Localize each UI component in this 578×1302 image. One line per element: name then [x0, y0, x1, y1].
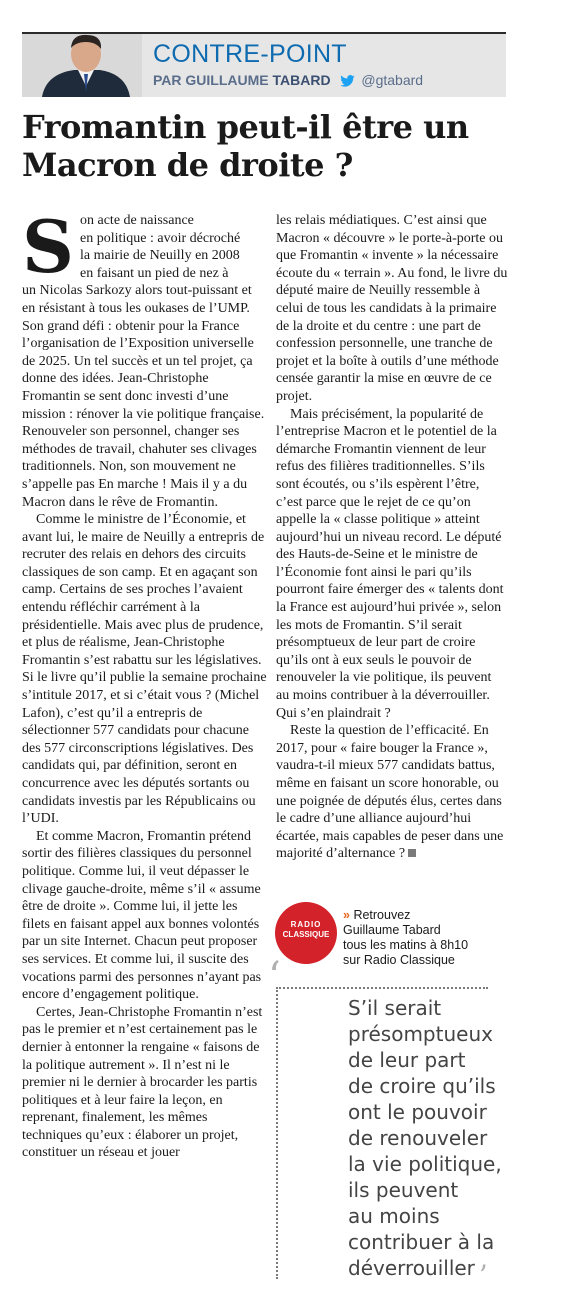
paragraph-text: on acte de naissance en politique : avoir décroché la mairie de Neuilly en 2008 en faisant un pied de nez à un Nicolas Sarkozy alors tout-puissant et en résistant à tous les oukases de l’UMP. Son grand défi : obtenir pour la France l’organisation de l’Exposition universelle de 2025. Un tel succès et un tel projet, ça donne des idées. Jean-Christophe Fromantin se sent donc investi d’une mission : rénover la vie politique française. Renouveler son personnel, changer ses méthodes de travail, chahuter ses clivages traditionnels. Non, son mouvement ne s’appelle pas En marche ! Mais il y a du Macron dans le rêve de Fromantin. — [22, 213, 265, 510]
headline: Fromantin peut-il être un Macron de droite ? — [22, 108, 469, 184]
article-paragraph: les relais médiatiques. C’est ainsi que Macron « découvre » le porte-à-porte ou que Fromantin « invente » la nécessaire écoute du « terrain ». Au fond, le livre du député maire de Neuilly ressemble à celui de tous les candidats à la primaire de la droite et du centre : une part de confession personnelle, une tranche de projet et la boîte à outils d’une méthode censée garantir la mise en œuvre de ce projet. — [276, 213, 508, 404]
open-quote-mark: ‘ — [268, 954, 281, 1000]
close-quote-mark: ’ — [478, 1259, 488, 1292]
byline — [153, 72, 423, 88]
article-paragraph — [22, 204, 268, 511]
radio-logo-line-2: CLASSIQUE — [282, 930, 330, 939]
pull-quote — [268, 954, 508, 1292]
arrow-icon: » — [343, 908, 350, 922]
radio-classique-logo — [275, 902, 337, 964]
radio-promo-body: Retrouvez Guillaume Tabard tous les matins à 8h10 sur Radio Classique — [343, 908, 469, 967]
pull-quote-text — [348, 995, 508, 1292]
article-paragraph: Et comme Macron, Fromantin prétend sortir des filières classiques du personnel politique. Comme lui, il veut dépasser le clivage gauche-droite, même s’il « assume être de droite ». Comme lui, il jette les filets en faisant appel aux bonnes volontés par un site Internet. Chacun peut proposer ses services. Et comme lui, il suscite des vocations parmi des personnes n’ayant pas encore d’engagement politique. — [22, 828, 262, 1003]
column-rubric: CONTRE-POINT — [153, 40, 347, 68]
radio-promo-text — [343, 908, 468, 968]
article-column-1 — [22, 204, 268, 1162]
column-header — [22, 32, 506, 97]
radio-promo[interactable] — [275, 902, 510, 966]
article-paragraph: Certes, Jean-Christophe Fromantin n’est pas le premier et n’est certainement pas le dernier à entonner la rengaine « faisons de la politique autrement ». Il n’est ni le premier ni le dernier à brocarder les partis politiques et à leur faire la leçon, en reprenant, finalement, les mêmes techniques qu’eux : élaborer un projet, constituer un réseau et jouer — [22, 1004, 263, 1161]
article-paragraph: Mais précisément, la popularité de l’entreprise Macron et le potentiel de la démarche Fromantin viennent de leur refus des filières traditionnelles. S’ils sont écoutés, ou s’ils espèrent l’être, c’est parce que le rejet de ce qu’on appelle la « classe politique » atteint aujourd’hui un niveau record. Le député des Hauts-de-Seine et le ministre de l’Économie font ainsi le pari qu’ils pourront faire émerger des « talents dont la France est aujourd’hui privée », selon les mots de Fromantin. S’il serait présomptueux de leur part de croire qu’ils ont à eux seuls le pouvoir de renouveler la vie politique, ils peuvent au moins contribuer à la déverrouiller. Qui s’en plaindrait ? — [276, 406, 504, 721]
article-paragraph — [276, 722, 508, 863]
byline-author: TABARD — [272, 72, 331, 88]
byline-prefix: PAR GUILLAUME — [153, 72, 269, 88]
radio-logo-line-1: RADIO — [290, 920, 322, 929]
twitter-handle[interactable]: @gtabard — [361, 72, 424, 88]
article-paragraph: Comme le ministre de l’Économie, et avant lui, le maire de Neuilly a entrepris de recruter des relais en dehors des circuits classiques de son camp. Et en agaçant son camp. Certains de ses proches l’avaient entendu réfléchir carrément à la présidentielle. Mais avec plus de prudence, et plus de réalisme, Jean-Christophe Fromantin s’est rabattu sur les législatives. Si le livre qu’il publie la semaine prochaine s’intitule 2017, et si c’était vous ? (Michel Lafon), c’est qu’il a entrepris de sélectionner 577 candidats pour chacune des 577 circonscriptions législatives. Des candidats qui, par définition, seront en concurrence avec les députés sortants ou candidats investis par les Républicains ou l’UDI. — [22, 512, 267, 827]
end-mark-icon — [408, 849, 416, 857]
twitter-bird-icon — [340, 75, 355, 87]
drop-cap: S — [22, 204, 74, 289]
pull-quote-body: S’il serait présomptueux de leur part de croire qu’ils ont le pouvoir de renouveler la vie politique, ils peuvent au moins contribuer à la déverrouiller — [348, 996, 502, 1280]
paragraph-text: Reste la question de l’efficacité. En 2017, pour « faire bouger la France », vaudra-t-il mieux 577 candidats battus, même en faisant un score honorable, ou une poignée de députés élus, certes dans le cadre d’une alliance aujourd’hui écartée, mais capables de peser dans une majorité d’alternance ? — [276, 723, 504, 862]
author-portrait — [22, 34, 142, 97]
article-column-2 — [276, 212, 508, 863]
